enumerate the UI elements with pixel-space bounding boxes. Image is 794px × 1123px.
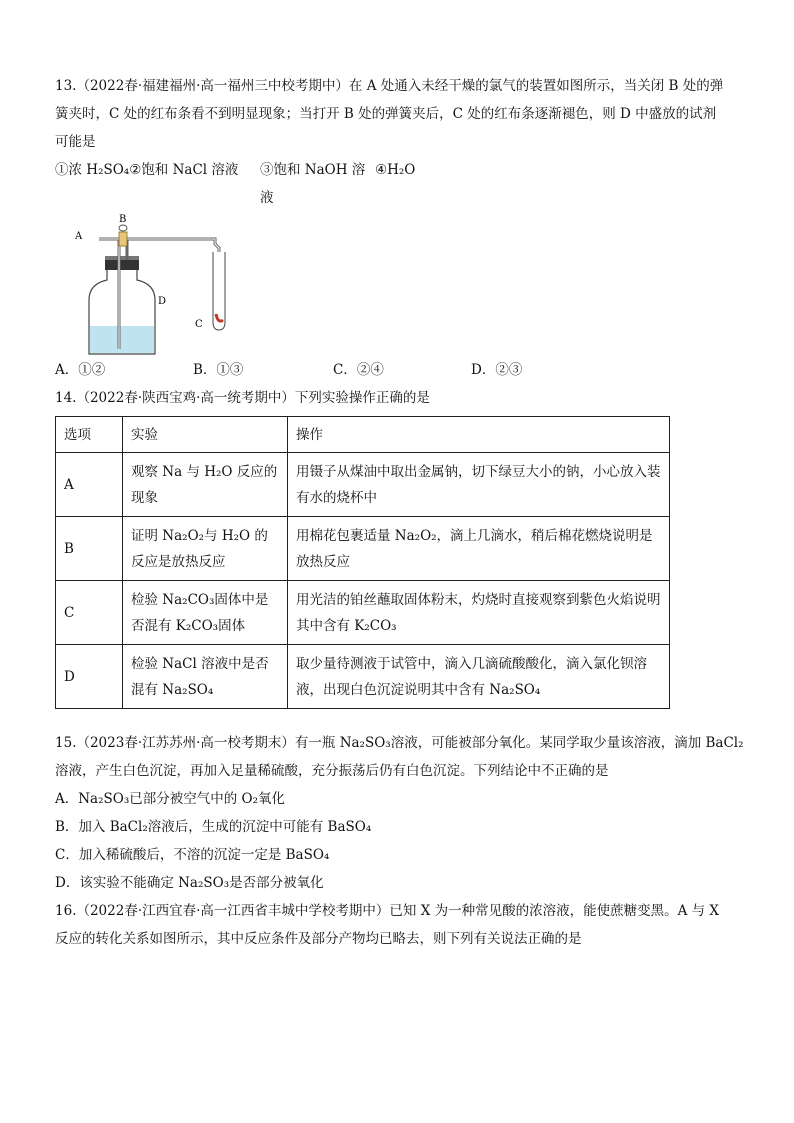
q15-option-d[interactable]: D．该实验不能确定 Na₂SO₃是否部分被氧化 xyxy=(55,875,324,891)
row-b-experiment: 证明 Na₂O₂与 H₂O 的反应是放热反应 xyxy=(123,517,288,581)
q13-reagent-list xyxy=(55,156,745,212)
q13-option-d[interactable]: D．②③ xyxy=(471,362,523,378)
q13-item-1: ①浓 H₂SO₄②饱和 NaCl 溶液 xyxy=(55,162,239,178)
exam-page xyxy=(55,72,745,953)
q14-table xyxy=(55,416,670,709)
q13-stem-line-1: 13.（2022春·福建福州·高一福州三中校考期中）在 A 处通入未经干燥的氯气的装置如图所示，当关闭 B 处的弹 xyxy=(55,78,724,94)
q13-option-a[interactable]: A．①② xyxy=(55,362,106,378)
table-row xyxy=(56,645,670,709)
question-13 xyxy=(55,72,745,384)
header-operation: 操作 xyxy=(288,417,670,453)
row-b-operation: 用棉花包裹适量 Na₂O₂，滴上几滴水，稍后棉花燃烧说明是放热反应 xyxy=(288,517,670,581)
label-c: C xyxy=(195,319,203,330)
q15-option-c[interactable]: C．加入稀硫酸后，不溶的沉淀一定是 BaSO₄ xyxy=(55,847,330,863)
q13-option-c[interactable]: C．②④ xyxy=(333,362,384,378)
q13-item-4: ④H₂O xyxy=(375,162,416,178)
row-a-option: A xyxy=(56,453,123,517)
question-14 xyxy=(55,384,745,709)
row-a-operation: 用镊子从煤油中取出金属钠，切下绿豆大小的钠，小心放入装有水的烧杯中 xyxy=(288,453,670,517)
q15-option-b[interactable]: B．加入 BaCl₂溶液后，生成的沉淀中可能有 BaSO₄ xyxy=(55,819,372,835)
row-c-option: C xyxy=(56,581,123,645)
question-15 xyxy=(55,729,745,897)
label-d: D xyxy=(158,296,167,307)
row-d-experiment: 检验 NaCl 溶液中是否混有 Na₂SO₄ xyxy=(123,645,288,709)
question-16 xyxy=(55,897,745,953)
row-d-option: D xyxy=(56,645,123,709)
q13-item-3: ③饱和 NaOH 溶液 xyxy=(260,162,366,206)
q13-options xyxy=(55,356,745,384)
q13-option-b[interactable]: B．①③ xyxy=(193,362,244,378)
table-row xyxy=(56,581,670,645)
label-a: A xyxy=(75,231,83,242)
q13-stem-line-3: 可能是 xyxy=(55,134,96,150)
row-c-operation: 用光洁的铂丝蘸取固体粉末，灼烧时直接观察到紫色火焰说明其中含有 K₂CO₃ xyxy=(288,581,670,645)
header-experiment: 实验 xyxy=(123,417,288,453)
header-option: 选项 xyxy=(56,417,123,453)
q15-option-a[interactable]: A．Na₂SO₃已部分被空气中的 O₂氧化 xyxy=(55,791,286,807)
row-a-experiment: 观察 Na 与 H₂O 反应的现象 xyxy=(123,453,288,517)
row-d-operation: 取少量待测液于试管中，滴入几滴硫酸酸化，滴入氯化钡溶液，出现白色沉淀说明其中含有 Na₂SO₄ xyxy=(288,645,670,709)
row-b-option: B xyxy=(56,517,123,581)
table-row xyxy=(56,453,670,517)
row-c-experiment: 检验 Na₂CO₃固体中是否混有 K₂CO₃固体 xyxy=(123,581,288,645)
label-b: B xyxy=(119,214,127,225)
apparatus-svg xyxy=(55,214,255,356)
q16-stem-line-2: 反应的转化关系如图所示，其中反应条件及部分产物均已略去，则下列有关说法正确的是 xyxy=(55,931,582,947)
q15-stem-line-1: 15.（2023春·江苏苏州·高一校考期末）有一瓶 Na₂SO₃溶液，可能被部分氧化。某同学取少量该溶液，滴加 BaCl₂ xyxy=(55,735,744,751)
gas-washing-apparatus-diagram xyxy=(55,214,745,356)
table-header-row xyxy=(56,417,670,453)
table-row xyxy=(56,517,670,581)
q14-stem: 14.（2022春·陕西宝鸡·高一统考期中）下列实验操作正确的是 xyxy=(55,390,430,406)
q13-stem-line-2: 簧夹时，C 处的红布条看不到明显现象；当打开 B 处的弹簧夹后，C 处的红布条逐渐褪色，则 D 中盛放的试剂 xyxy=(55,106,717,122)
q15-stem-line-2: 溶液，产生白色沉淀，再加入足量稀硫酸，充分振荡后仍有白色沉淀。下列结论中不正确的是 xyxy=(55,763,609,779)
q16-stem-line-1: 16.（2022春·江西宜春·高一江西省丰城中学校考期中）已知 X 为一种常见酸的浓溶液，能使蔗糖变黑。A 与 X xyxy=(55,903,720,919)
